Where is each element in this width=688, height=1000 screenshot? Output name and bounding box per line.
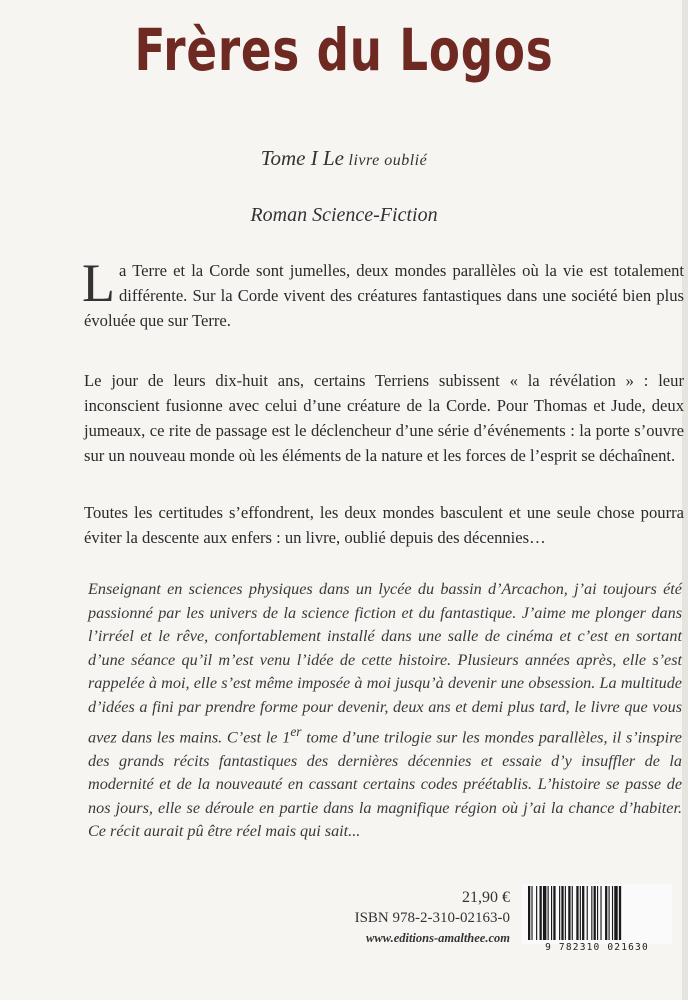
barcode-bar: [614, 886, 617, 940]
barcode-bar: [609, 886, 610, 940]
barcode-bar: [551, 886, 552, 940]
author-bio-text-2: tome d’une trilogie sur les mondes parallèles, il s’inspire des grands récits fantastiques des dernières décennies et essaie d’y insuffler de la modernité et de la nouveauté en cassant certains codes préétablis. L’histoire se passe de nos jours, elle se déroule en partie dans la magnifique région où j’ai la chance d’habiter. Ce récit aurait pû être réel mais qui sait...: [88, 727, 682, 841]
barcode-bar: [600, 886, 601, 940]
barcode-bars: [522, 884, 672, 942]
author-bio-text-1: Enseignant en sciences physiques dans un lycée du bassin d’Arcachon, j’ai toujours été passionné par les univers de la science fiction et du fantastique. J’aime me plonger dans l’irréel et le rêve, confortablement installé dans une salle de cinéma et c’est en sortant d’une séance qu’il m’est venu l’idée de cette histoire. Plusieurs années après, elle s’est rappelée à moi, elle s’est même imposée à moi jusqu’à devenir une obsession. La multitude d’idées a fini par prendre forme pour devenir, deux ans et demi plus tard, le livre que vous avez dans les mains. C’est le 1: [88, 580, 682, 746]
book-title: Frères du Logos: [134, 16, 554, 84]
barcode-bar: [619, 886, 621, 940]
author-bio-superscript: er: [290, 723, 302, 739]
barcode-bar: [540, 886, 542, 940]
barcode-bar: [568, 886, 570, 940]
barcode-number: 9 782310 021630: [545, 942, 649, 953]
barcode-bar: [531, 886, 532, 940]
price-block: [310, 888, 510, 948]
tome-name: livre oublié: [344, 152, 428, 169]
barcode-bar: [597, 886, 598, 940]
barcode-bar: [543, 886, 546, 940]
blurb-p1-text: a Terre et la Corde sont jumelles, deux mondes parallèles où la vie est totalement différente. Sur la Corde vivent des créatures fantastiques dans une société bien plus évoluée que sur Terre.: [84, 261, 684, 330]
tome-article: Le: [323, 146, 344, 170]
barcode-bar: [605, 886, 607, 940]
barcode-bar: [594, 886, 596, 940]
barcode-bar: [612, 886, 613, 940]
barcode-bar: [565, 886, 566, 940]
barcode-bar: [548, 886, 549, 940]
isbn: ISBN 978-2-310-02163-0: [354, 910, 510, 926]
blurb-paragraph-2: Le jour de leurs dix-huit ans, certains Terriens subissent « la révélation » : leur inconscient fusionne avec celui d’une créature de la Corde. Pour Thomas et Jude, deux jumeaux, ce rite de passage est le déclencheur d’une série d’événements : la porte s’ouvre sur un nouveau monde où les éléments de la nature et les forces de l’esprit se déchaînent.: [84, 371, 684, 465]
drop-cap: L: [82, 253, 115, 313]
tome-number: Tome I: [260, 146, 318, 170]
publisher-website: www.editions-amalthee.com: [366, 931, 510, 945]
barcode-bar: [561, 886, 563, 940]
barcode-bar: [587, 886, 588, 940]
book-genre: Roman Science-Fiction: [250, 204, 438, 226]
barcode-image: [522, 884, 672, 944]
barcode-bar: [528, 886, 530, 940]
barcode-bar: [536, 886, 537, 940]
barcode-bar: [572, 886, 573, 940]
barcode-bar: [591, 886, 592, 940]
tome-subtitle: [0, 146, 688, 171]
blurb-paragraph-1: [82, 253, 684, 333]
barcode-bar: [559, 886, 560, 940]
author-bio: [88, 578, 682, 844]
barcode-bar: [580, 886, 581, 940]
barcode-bar: [576, 886, 578, 940]
blurb-paragraph-3: Toutes les certitudes s’effondrent, les deux mondes basculent et une seule chose pourra éviter la descente aux enfers : un livre, oublié depuis des décennies…: [84, 503, 684, 547]
barcode-bar: [582, 886, 584, 940]
barcode-bar: [553, 886, 555, 940]
price: 21,90 €: [462, 889, 510, 906]
